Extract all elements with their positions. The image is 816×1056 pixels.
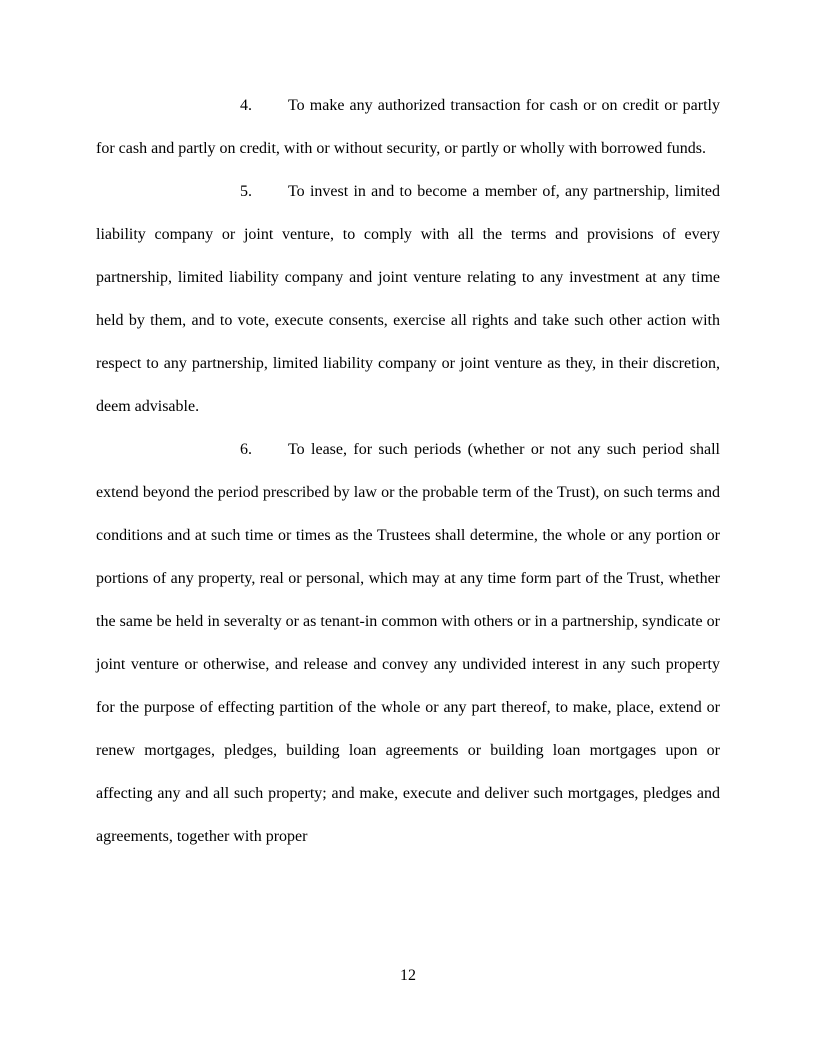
paragraph-4 bbox=[96, 84, 720, 170]
document-body bbox=[96, 84, 720, 858]
paragraph-6 bbox=[96, 428, 720, 858]
paragraph-5 bbox=[96, 170, 720, 428]
paragraph-number: 4. bbox=[240, 97, 252, 114]
paragraph-number: 6. bbox=[240, 441, 252, 458]
paragraph-text: To invest in and to become a member of, any partnership, limited liability company or joint venture, to comply with all the terms and provisions of every partnership, limited liability company and joint venture relating to any investment at any time held by them, and to vote, execute consents, exercise all rights and take such other action with respect to any partnership, limited liability company or joint venture as they, in their discretion, deem advisable. bbox=[96, 183, 720, 415]
page-number: 12 bbox=[400, 967, 416, 984]
paragraph-text: To make any authorized transaction for cash or on credit or partly for cash and partly on credit, with or without security, or partly or wholly with borrowed funds. bbox=[96, 97, 720, 157]
paragraph-number: 5. bbox=[240, 183, 252, 200]
paragraph-text: To lease, for such periods (whether or not any such period shall extend beyond the period prescribed by law or the probable term of the Trust), on such terms and conditions and at such time or times as the Trustees shall determine, the whole or any portion or portions of any property, real or personal, which may at any time form part of the Trust, whether the same be held in severalty or as tenant-in common with others or in a partnership, syndicate or joint venture or otherwise, and release and convey any undivided interest in any such property for the purpose of effecting partition of the whole or any part thereof, to make, place, extend or renew mortgages, pledges, building loan agreements or building loan mortgages upon or affecting any and all such property; and make, execute and deliver such mortgages, pledges and agreements, together with proper bbox=[96, 441, 720, 845]
